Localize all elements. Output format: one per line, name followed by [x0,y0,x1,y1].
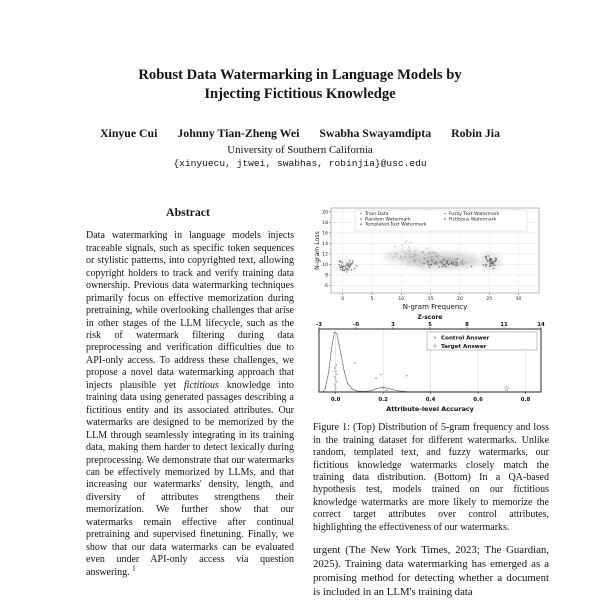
svg-text:Target Answer: Target Answer [441,344,487,351]
svg-text:5: 5 [428,322,432,329]
svg-text:Fuzzy Text Watermark: Fuzzy Text Watermark [449,212,500,218]
title-line-1: Robust Data Watermarking in Language Models by [138,67,462,83]
svg-text:11: 11 [500,322,508,329]
svg-text:0.8: 0.8 [520,397,531,404]
svg-text:Attribute-level Accuracy: Attribute-level Accuracy [386,405,474,414]
figure-1 [313,205,549,534]
intro-paragraph [313,543,549,599]
abstract-heading: Abstract [166,205,210,220]
intro-text: urgent (The New York Times, 2023; The Guardian, 2025). Training data watermarking has emerged as a promising method for detecting whether a document is included in an LLM's training data [313,544,549,598]
svg-text:Templated Text Watermark: Templated Text Watermark [365,222,427,228]
left-column [74,205,302,599]
svg-text:16: 16 [322,231,328,237]
svg-text:-0: -0 [353,322,359,329]
affiliation: University of Southern California [227,144,373,157]
author-name: Johnny Tian-Zheng Wei [177,126,300,141]
footnote-marker: 1 [132,564,136,573]
svg-text:14: 14 [322,242,328,248]
svg-text:3: 3 [391,322,395,329]
svg-text:12: 12 [322,252,328,258]
svg-text:5: 5 [370,297,374,303]
abstract-italic-word: fictitious [183,379,219,391]
svg-text:6: 6 [325,284,328,290]
svg-text:25: 25 [486,297,493,303]
figure-caption-label: Figure 1: [313,422,354,434]
figure-caption [313,422,549,534]
abstract-part-1: Data watermarking in language models injects traceable signals, such as specific token sequences or stylistic patterns, into copyrighted text, allowing copyright holders to track and verify training data ownership. Previous data watermarking techniques primarily focus on effective memorization during pretraining, while overlooking challenges that arise in other stages of the LLM lifecycle, such as the risk of watermark filtering during data preprocessing and verification difficulties due to API-only access. To address these challenges, we propose a novel data watermarking approach that injects plausible yet [86,230,294,391]
svg-text:20: 20 [456,297,463,303]
figure-caption-text: (Top) Distribution of 5-gram frequency and loss in the training dataset for different watermarks. Unlike random, templated text, and fuzzy watermarks, our fictitious knowledge watermarks closely match the training data distribution. (Bottom) In a QA-based hypothesis test, models trained on our fictitious knowledge watermarks are more likely to memorize the correct target attributes over control attributes, highlighting the effectiveness of our watermarks. [313,422,549,533]
svg-text:20: 20 [322,210,328,216]
svg-text:15: 15 [427,297,434,303]
author-name: Robin Jia [451,126,500,141]
svg-text:Control Answer: Control Answer [441,335,490,342]
svg-text:0.0: 0.0 [330,397,341,404]
svg-text:10: 10 [322,263,328,269]
author-name: Xinyue Cui [100,126,158,141]
svg-text:Z-score: Z-score [417,314,443,322]
abstract-part-2: knowledge into training data using generated passages describing a fictitious entity and its associated attributes. Our watermarks are designed to be memorized by the LLM through seamlessly integrating in its training data, making them harder to detect lexically during preprocessing. We demonstrate that our watermarks can be effectively memorized by LLMs, and that increasing our watermarks' density, length, and diversity of attributes strengthens their memorization. We further show that our watermarks remain effective after continual pretraining and supervised finetuning. Finally, we show that our data watermarks can be evaluated even under API-only access via question answering. [86,379,294,578]
svg-text:Train Data: Train Data [365,212,389,218]
svg-text:8: 8 [465,322,469,329]
svg-text:18: 18 [322,221,328,227]
qa-hypothesis-chart [313,313,549,417]
title-line-2: Injecting Fictitious Knowledge [204,85,396,102]
svg-text:0: 0 [341,297,345,303]
svg-text:☆: ☆ [503,385,510,394]
two-column-layout [0,205,600,599]
svg-text:Fictitious Watermark: Fictitious Watermark [449,217,497,223]
svg-text:N-gram Loss: N-gram Loss [314,231,321,271]
scatter-legend [355,210,527,231]
frequency-loss-chart [313,205,549,313]
svg-text:10: 10 [398,297,405,303]
svg-text:30: 30 [515,297,522,303]
right-column [313,205,549,599]
svg-text:Random Watermark: Random Watermark [365,217,411,223]
svg-text:N-gram Frequency: N-gram Frequency [402,303,468,312]
author-name: Swabha Swayamdipta [319,126,432,141]
svg-text:0.4: 0.4 [425,397,436,404]
abstract-text [86,230,294,579]
svg-text:8: 8 [325,273,328,279]
svg-text:14: 14 [537,322,545,329]
paper-title [40,66,560,103]
authors-line [0,126,600,141]
svg-text:0.6: 0.6 [473,397,483,404]
svg-text:-3: -3 [316,322,322,329]
author-emails: {xinyuecu, jtwei, swabhas, robinjia}@usc.edu [173,158,427,170]
svg-text:0.2: 0.2 [378,397,388,404]
qa-legend [427,332,537,350]
svg-text:☆: ☆ [432,343,438,351]
